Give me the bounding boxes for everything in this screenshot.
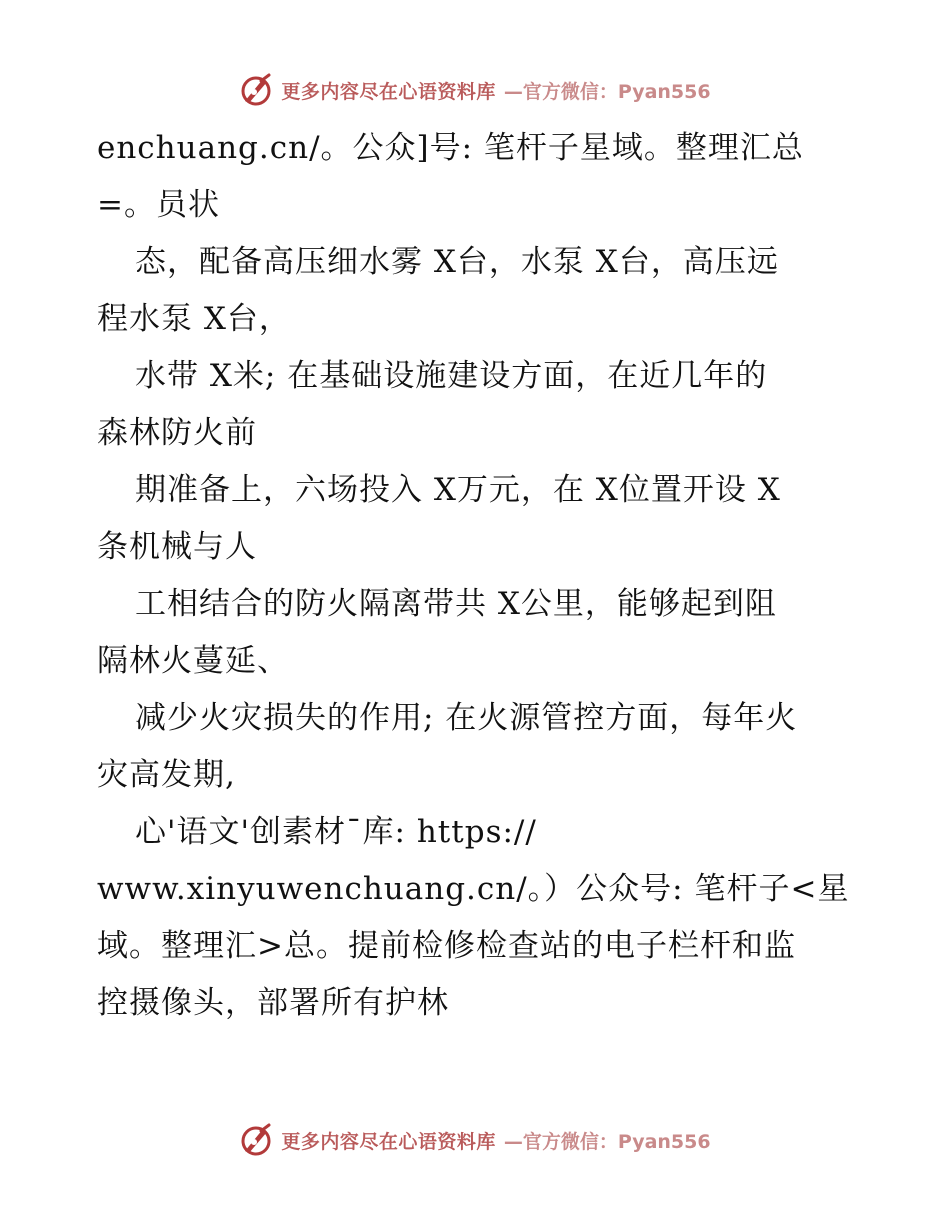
body-line: 心'语文'创素材¯库: https://	[135, 814, 537, 850]
banner-slogan: 更多内容尽在心语资料库	[281, 1130, 496, 1153]
body-line: 态，配备高压细水雾 X台，水泵 X台，高压远	[135, 244, 779, 280]
body-line: 域。整理汇>总。提前检修检查站的电子栏杆和监	[97, 928, 796, 964]
header-banner	[0, 70, 950, 110]
footer-banner	[0, 1120, 950, 1160]
body-line: 条机械与人	[97, 529, 257, 565]
body-line: 控摄像头，部署所有护林	[97, 985, 449, 1021]
body-line: 期准备上，六场投入 X万元，在 X位置开设 X	[135, 472, 781, 508]
body-line: 森林防火前	[97, 415, 257, 451]
body-line: www.xinyuwenchuang.cn/。）公众号: 笔杆子<星	[97, 871, 850, 907]
quill-logo-icon	[239, 73, 273, 107]
body-line: 工相结合的防火隔离带共 X公里，能够起到阻	[135, 586, 777, 622]
banner-wechat-id: —官方微信：Pyan556	[503, 1130, 711, 1153]
body-line: enchuang.cn/。公众]号: 笔杆子星域。整理汇总	[97, 130, 804, 166]
body-line: 隔林火蔓延、	[97, 643, 289, 679]
banner-wechat-id: —官方微信：Pyan556	[503, 80, 711, 103]
banner-slogan: 更多内容尽在心语资料库	[281, 80, 496, 103]
body-line: =。员状	[97, 187, 220, 223]
body-line: 灾高发期,	[97, 757, 236, 793]
body-line: 水带 X米; 在基础设施建设方面，在近几年的	[135, 358, 768, 394]
quill-logo-icon	[239, 1123, 273, 1157]
body-line: 程水泵 X台，	[97, 301, 291, 337]
document-body	[97, 120, 867, 1032]
body-line: 减少火灾损失的作用; 在火源管控方面，每年火	[135, 700, 798, 736]
